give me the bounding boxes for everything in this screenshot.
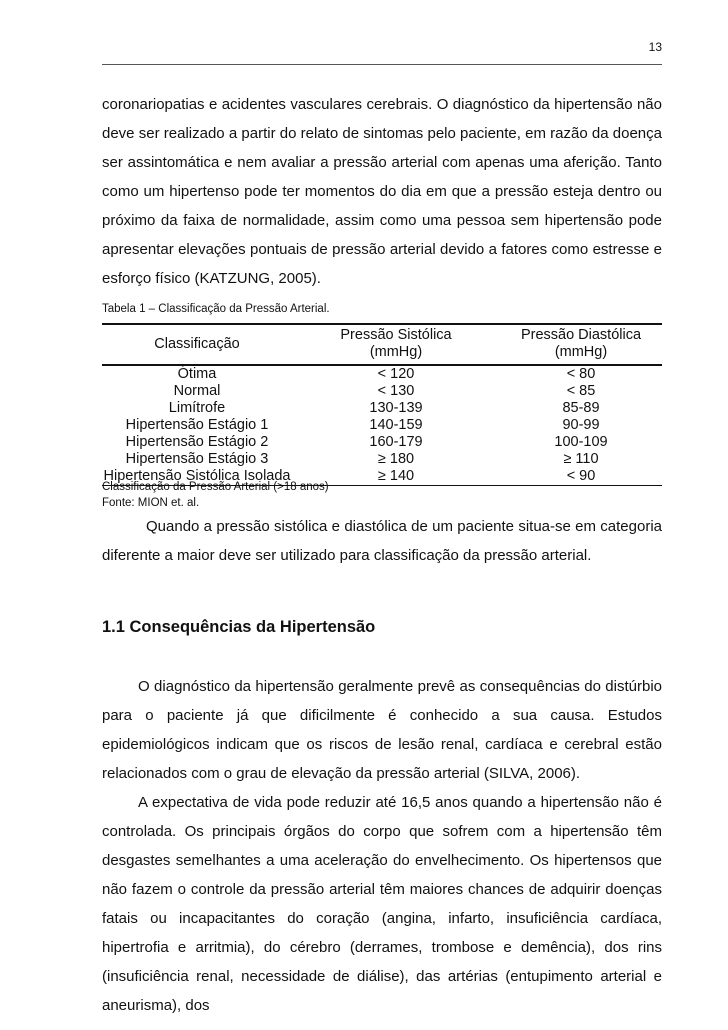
cell-diastolic: 85-89 [562,400,600,416]
cell-diastolic: < 90 [500,468,662,486]
header-systolic [292,324,500,365]
header-diastolic-unit: (mmHg) [554,344,608,360]
header-classification: Classificação [154,335,240,352]
table-row [102,451,662,468]
table-source: Fonte: MION et. al. [102,497,200,509]
table-header-row [102,324,662,365]
header-diastolic [500,324,662,365]
cell-classification: Hipertensão Estágio 2 [125,434,269,450]
header-rule [102,64,662,65]
cell-diastolic: 100-109 [554,434,608,450]
section-heading: 1.1 Consequências da Hipertensão [102,618,376,636]
cell-classification: Ótima [102,365,292,383]
cell-systolic: 160-179 [369,434,423,450]
header-systolic-unit: (mmHg) [369,344,423,360]
page-number: 13 [648,40,662,54]
table-row [102,417,662,434]
cell-diastolic: < 80 [500,365,662,383]
cell-systolic: 130-139 [369,400,423,416]
table-row [102,383,662,400]
cell-systolic: ≥ 140 [292,468,500,486]
cell-classification: Hipertensão Sistólica Isolada [103,468,291,484]
cell-systolic: < 120 [292,365,500,383]
cell-systolic: ≥ 180 [377,451,415,467]
table-footnote: Classificação da Pressão Arterial (>18 anos) [102,481,329,493]
cell-diastolic: 90-99 [562,417,600,433]
cell-classification: Limítrofe [168,400,226,416]
cell-systolic: < 130 [377,383,415,399]
table-row [102,400,662,417]
paragraph-diagnosis: O diagnóstico da hipertensão geralmente prevê as consequências do distúrbio para o paciente já que dificilmente é conhecido a sua causa. Estudos epidemiológicos indicam que os riscos de lesão renal, cardíaca e cerebral estão relacionados com o grau de elevação da pressão arterial (SILVA, 2006). [102,678,662,782]
header-diastolic-label: Pressão Diastólica [520,327,642,343]
cell-classification: Normal [173,383,221,399]
cell-diastolic: < 85 [566,383,596,399]
table-row [102,365,662,383]
table-caption: Tabela 1 – Classificação da Pressão Arterial. [102,303,330,315]
paragraph-classification-rule: Quando a pressão sistólica e diastólica de um paciente situa-se em categoria diferente a maior deve ser utilizado para classificação da pressão arterial. [102,518,662,564]
blood-pressure-table [102,323,662,486]
paragraph-intro: coronariopatias e acidentes vasculares cerebrais. O diagnóstico da hipertensão não deve ser realizado a partir do relato de sintomas pelo paciente, em razão da doença ser assintomática e nem avaliar a pressão arterial com apenas uma aferição. Tanto como um hipertenso pode ter momentos do dia em que a pressão esteja dentro ou próximo da faixa de normalidade, assim como uma pessoa sem hipertensão pode apresentar elevações pontuais de pressão arterial devido a fatores como estresse e esforço físico (KATZUNG, 2005). [102,96,662,287]
cell-systolic: 140-159 [369,417,423,433]
cell-classification: Hipertensão Estágio 3 [125,451,269,467]
header-systolic-label: Pressão Sistólica [340,327,452,343]
table-row [102,434,662,451]
cell-diastolic: ≥ 110 [563,451,599,467]
cell-classification: Hipertensão Estágio 1 [125,417,269,433]
paragraph-life-expectancy: A expectativa de vida pode reduzir até 16,5 anos quando a hipertensão não é controlada. Os principais órgãos do corpo que sofrem com a hipertensão têm desgastes semelhantes a uma aceleração do envelhecimento. Os hipertensos que não fazem o controle da pressão arterial têm maiores chances de adquirir doenças fatais ou incapacitantes do coração (angina, infarto, insuficiência cardíaca, hipertrofia e arritmia), do cérebro (derrames, trombose e demência), dos rins (insuficiência renal, necessidade de diálise), das artérias (entupimento arterial e aneurisma), dos [102,794,662,1014]
